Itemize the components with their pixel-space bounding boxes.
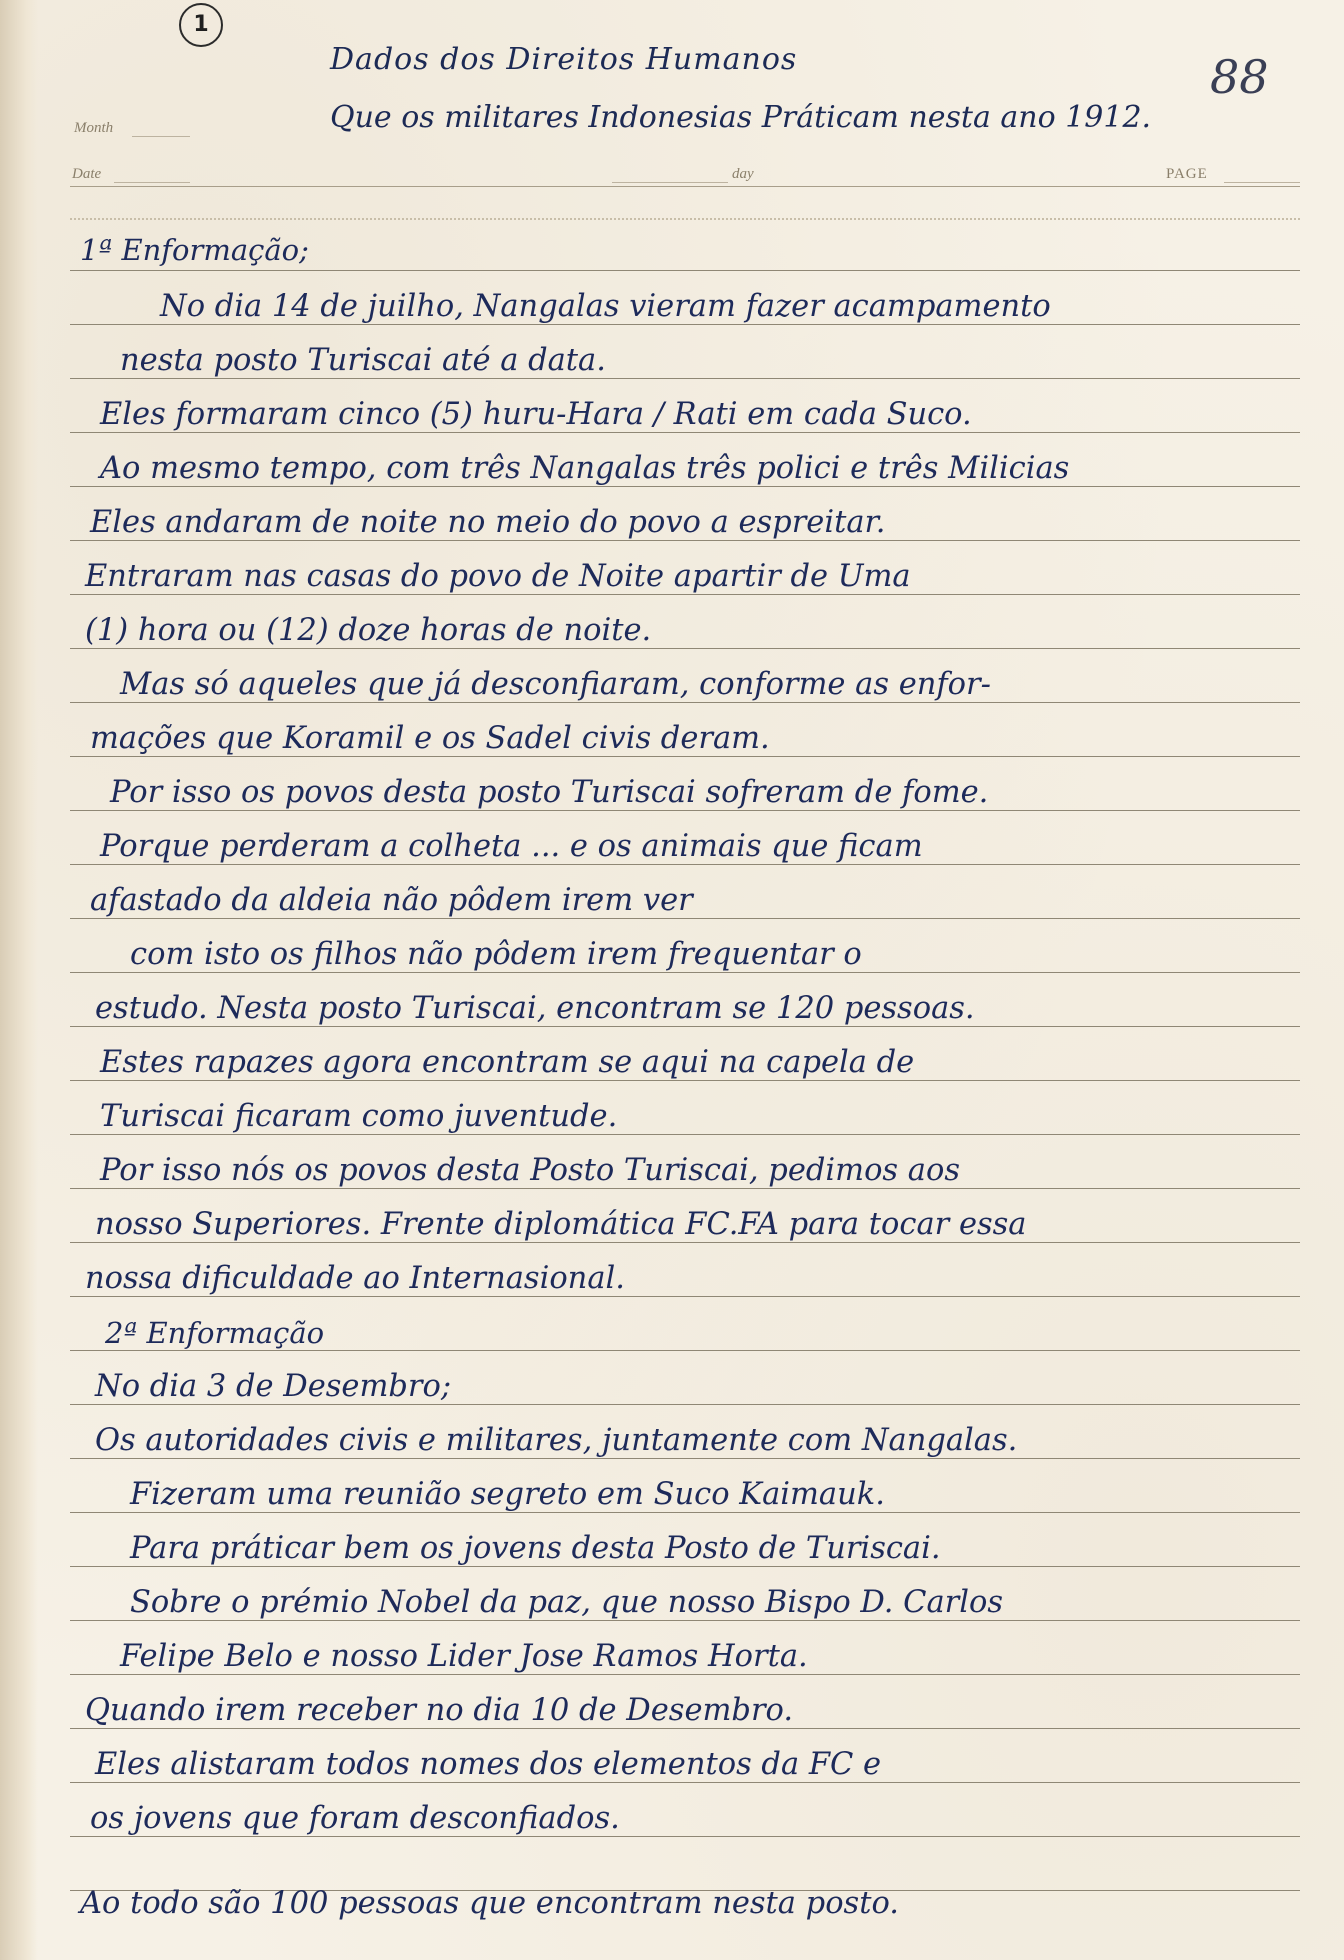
corner-number: 88 [1210,50,1269,104]
text-line-5: Ao mesmo tempo, com três Nangalas três polici e três Milicias [100,451,1070,486]
month-label: Month [74,120,114,136]
day-line [612,182,728,183]
page-left-edge [0,0,38,1960]
date-label: Date [72,166,102,182]
text-line-7: Entraram nas casas do povo de Noite apartir de Uma [85,559,911,594]
text-line-4: Eles formaram cinco (5) huru-Hara / Rati em cada Suco. [100,397,972,432]
text-line-20: nossa dificuldade ao Internasional. [85,1261,625,1296]
text-line-31: Ao todo são 100 pessoas que encontram nesta posto. [80,1886,899,1921]
header-rule [70,186,1300,187]
title-line-1: Dados dos Direitos Humanos [330,42,798,77]
text-line-28: Quando irem receber no dia 10 de Desembro. [85,1693,794,1728]
text-line-27: Felipe Belo e nosso Lider Jose Ramos Horta. [120,1639,808,1674]
text-line-22: No dia 3 de Desembro; [95,1369,452,1404]
text-line-24: Fizeram uma reunião segreto em Suco Kaimauk. [130,1477,885,1512]
text-line-1: 1ª Enformação; [80,233,309,267]
text-line-25: Para práticar bem os jovens desta Posto de Turiscai. [130,1531,941,1566]
text-line-26: Sobre o prémio Nobel da paz, que nosso Bispo D. Carlos [130,1585,1004,1620]
text-line-16: Estes rapazes agora encontram se aqui na capela de [100,1045,915,1080]
title-line-2: Que os militares Indonesias Práticam nesta ano 1912. [330,100,1152,135]
page-line [1224,182,1300,183]
day-label: day [732,166,754,182]
text-line-29: Eles alistaram todos nomes dos elementos da FC e [95,1747,882,1782]
text-line-6: Eles andaram de noite no meio do povo a espreitar. [90,505,886,540]
text-line-18: Por isso nós os povos desta Posto Turiscai, pedimos aos [100,1153,960,1188]
date-line [114,182,190,183]
text-line-11: Por isso os povos desta posto Turiscai sofreram de fome. [110,775,989,810]
text-line-13: afastado da aldeia não pôdem irem ver [90,883,693,918]
page-number-circle: 1 [179,3,223,47]
header-dotted-rule [70,218,1300,220]
text-line-21: 2ª Enformação [105,1316,325,1350]
text-line-8: (1) hora ou (12) doze horas de noite. [85,613,652,648]
text-line-10: mações que Koramil e os Sadel civis deram. [90,721,770,756]
text-line-23: Os autoridades civis e militares, juntamente com Nangalas. [95,1423,1018,1458]
text-line-30: os jovens que foram desconfiados. [90,1801,620,1836]
text-line-14: com isto os filhos não pôdem irem frequentar o [130,937,862,972]
text-line-15: estudo. Nesta posto Turiscai, encontram se 120 pessoas. [95,991,975,1026]
text-line-12: Porque perderam a colheta ... e os animais que ficam [100,829,923,864]
text-line-2: No dia 14 de juilho, Nangalas vieram fazer acampamento [160,289,1051,324]
page-label: PAGE [1166,166,1208,182]
text-line-9: Mas só aqueles que já desconfiaram, conforme as enfor- [120,667,991,702]
text-line-17: Turiscai ficaram como juventude. [100,1099,618,1134]
text-line-19: nosso Superiores. Frente diplomática FC.FA para tocar essa [95,1207,1027,1242]
text-line-3: nesta posto Turiscai até a data. [120,343,606,378]
month-line [132,136,190,137]
